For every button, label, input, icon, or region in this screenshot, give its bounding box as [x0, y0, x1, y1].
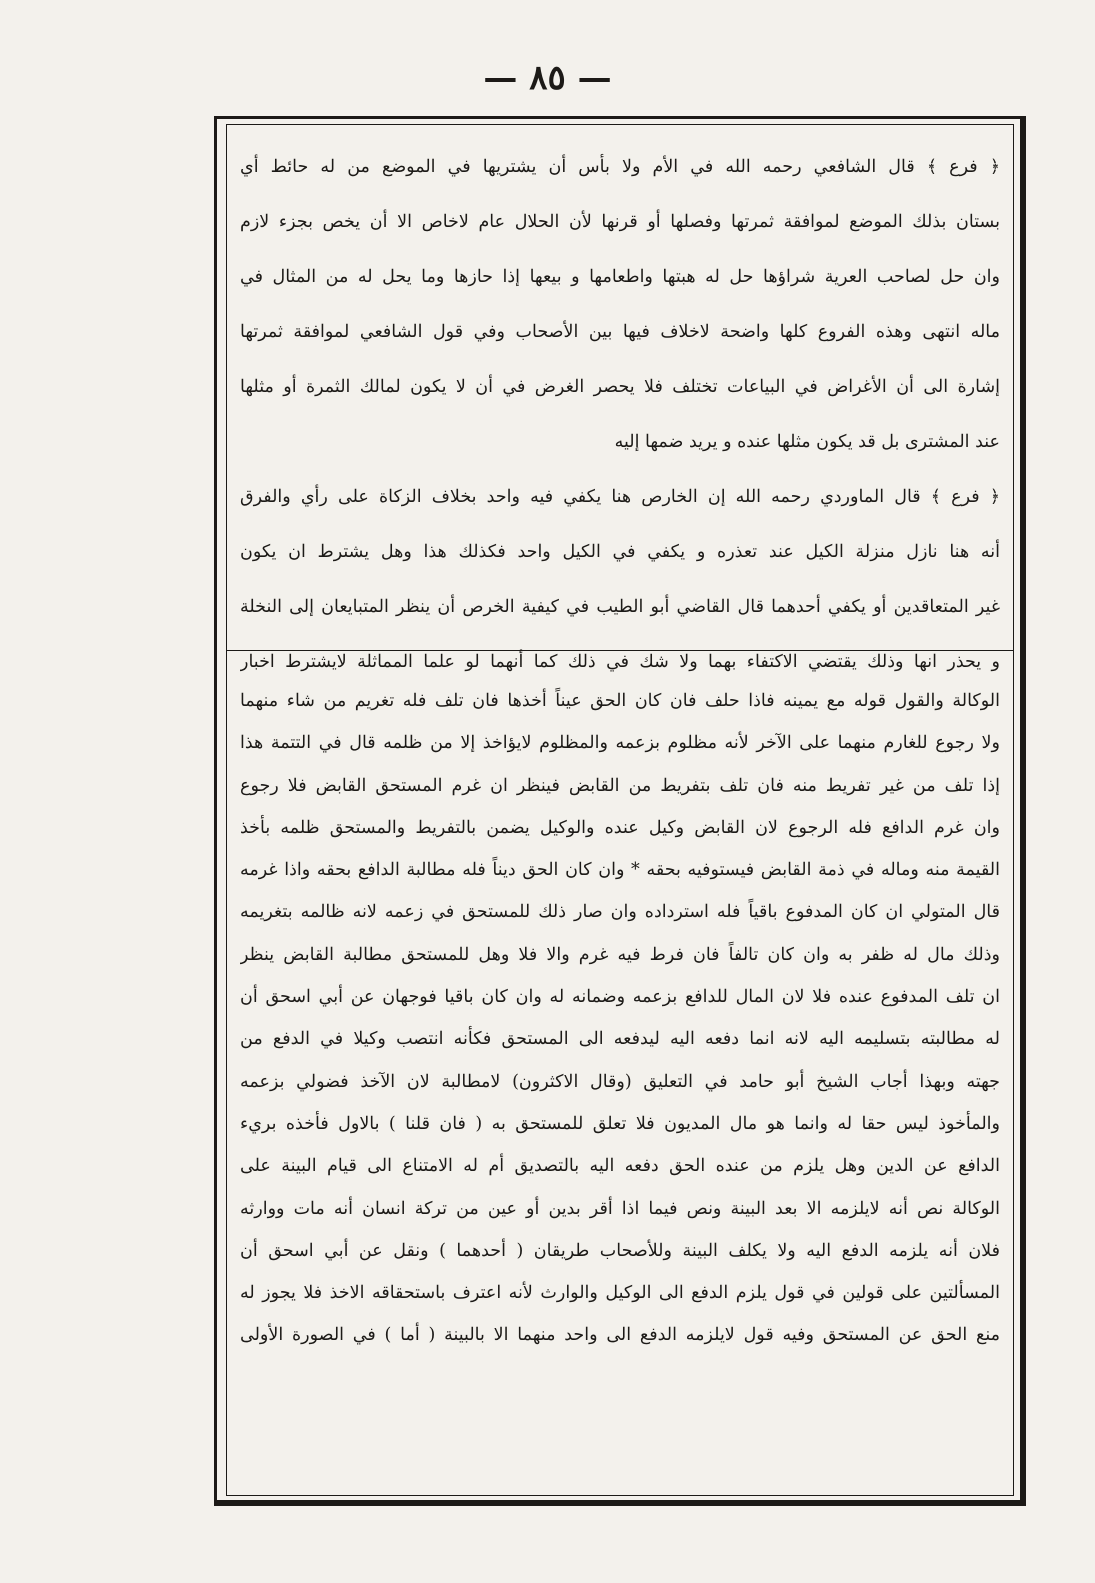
main-text-line: بستان بذلك الموضع لموافقة ثمرتها وفصلها أو قرنها لأن الحلال عام لاخاص الا أن يخص بجزء لازم [240, 212, 1000, 232]
main-text-line: وان حل لصاحب العرية شراؤها حل له هبتها واطعامها و بيعها إذا حازها وما يحل له من المثال في [240, 267, 1000, 287]
commentary-line: الوكالة والقول قوله مع يمينه فاذا حلف فان كان الحق عيناً أخذها فان تلف فله تغريم من شاء منهما [240, 691, 1000, 711]
main-text-line: ﴿ فرع ﴾ قال الشافعي رحمه الله في الأم ولا بأس أن يشتريها في الموضع من له حائط أي [240, 157, 1000, 177]
main-text-line: إشارة الى أن الأغراض في البياعات تختلف فلا يحصر الغرض في أن لا يكون لمالك الثمرة أو مثلها [240, 377, 1000, 397]
commentary-line: فلان أنه يلزمه الدفع اليه ولا يكلف البينة وللأصحاب طريقان ( أحدهما ) ونقل عن أبي اسحق أن [240, 1240, 1000, 1261]
commentary-line: المسألتين على قولين في قول يلزم الدفع الى الوكيل والوارث لأنه اعترف باستحقاقه الاخذ فلا يجوز له [240, 1283, 1000, 1304]
commentary-line: له مطالبته بتسليمه اليه لانه انما دفعه اليه ليدفعه الى المستحق فكأنه انتصب وكيلا في الدفع من [240, 1029, 1000, 1050]
commentary-line: جهته وبهذا أجاب الشيخ أبو حامد في التعليق (وقال الاكثرون) لامطالبة لان الآخذ فضولي بزعمه [240, 1071, 1000, 1092]
commentary-line: ان تلف المدفوع عنده فلا لان المال للدافع بزعمه وضمانه له وان كان باقيا فوجهان عن أبي اسحق أن [240, 987, 1000, 1008]
commentary-line: الوكالة نص أنه لايلزمه الا بعد البينة ونص فيما اذا أقر بدين أو عين من تركة انسان أنه مات ووارثه [240, 1198, 1000, 1219]
commentary-line: القيمة منه وماله في ذمة القابض فيستوفيه بحقه * وان كان الحق ديناً فله مطالبة الدافع بحقه واذا غرمه [240, 860, 1000, 881]
commentary-line: إذا تلف من غير تفريط منه فان تلف بتفريط من القابض فينظر ان غرم المستحق القابض فلا رجوع [240, 775, 1000, 796]
page-number: — ٨٥ — [483, 58, 612, 98]
commentary-line: منع الحق عن المستحق وفيه قول لايلزمه الدفع الى واحد منهما الا بالبينة ( أما ) في الصورة الأولى [240, 1325, 1000, 1346]
main-text-line: ﴿ فرع ﴾ قال الماوردي رحمه الله إن الخارص هنا يكفي فيه واحد بخلاف الزكاة على رأي والفرق [240, 487, 1000, 507]
commentary-line: قال المتولي ان كان المدفوع باقياً فله استرداده وان صار ذلك للمستحق في زعمه لانه ظالمه بتغريمه [240, 902, 1000, 923]
commentary-line: ولا رجوع للغارم منهما على الآخر لأنه مظلوم بزعمه والمظلوم لايؤاخذ إلا من ظلمه قال في التتمة هذا [240, 733, 1000, 754]
main-text-line: ماله انتهى وهذه الفروع كلها واضحة لاخلاف فيها بين الأصحاب وفي قول الشافعي لموافقة ثمرتها [240, 322, 1000, 342]
commentary-line: وذلك مال له ظفر به وان كان تالفاً فان فرط فيه غرم والا فلا وهل للمستحق مطالبة القابض ينظر [240, 944, 1000, 965]
commentary-line: الدافع عن الدين وهل يلزم من عنده الحق دفعه اليه بالتصديق أم له الامتناع الى قيام البينة على [240, 1156, 1000, 1177]
main-text-line: عند المشترى بل قد يكون مثلها عنده و يريد ضمها إليه [614, 432, 1000, 452]
commentary-line: والمأخوذ ليس حقا له وانما هو مال المديون فلا تعلق للمستحق به ( فان قلنا ) بالاول فأخذه بريء [240, 1113, 1000, 1134]
commentary-line: وان غرم الدافع فله الرجوع لان القابض وكيل عنده والوكيل يضمن بالتفريط والمستحق ظلمه بأخذ [240, 817, 1000, 838]
main-text-line: و يحذر انها وذلك يقتضي الاكتفاء بهما ولا شك في ذلك كما أنهما لو علما المماثلة لايشترط اخبار [240, 652, 1000, 672]
main-text-line: غير المتعاقدين أو يكفي أحدهما قال القاضي أبو الطيب في كيفية الخرص أن ينظر المتبايعان إلى النخلة [240, 597, 1000, 617]
main-text-line: أنه هنا نازل منزلة الكيل عند تعذره و يكفي في الكيل واحد فكذلك هذا وهل يشترط ان يكون [240, 542, 1000, 562]
commentary-text-block [240, 680, 1000, 1357]
main-text-block [240, 140, 1000, 690]
